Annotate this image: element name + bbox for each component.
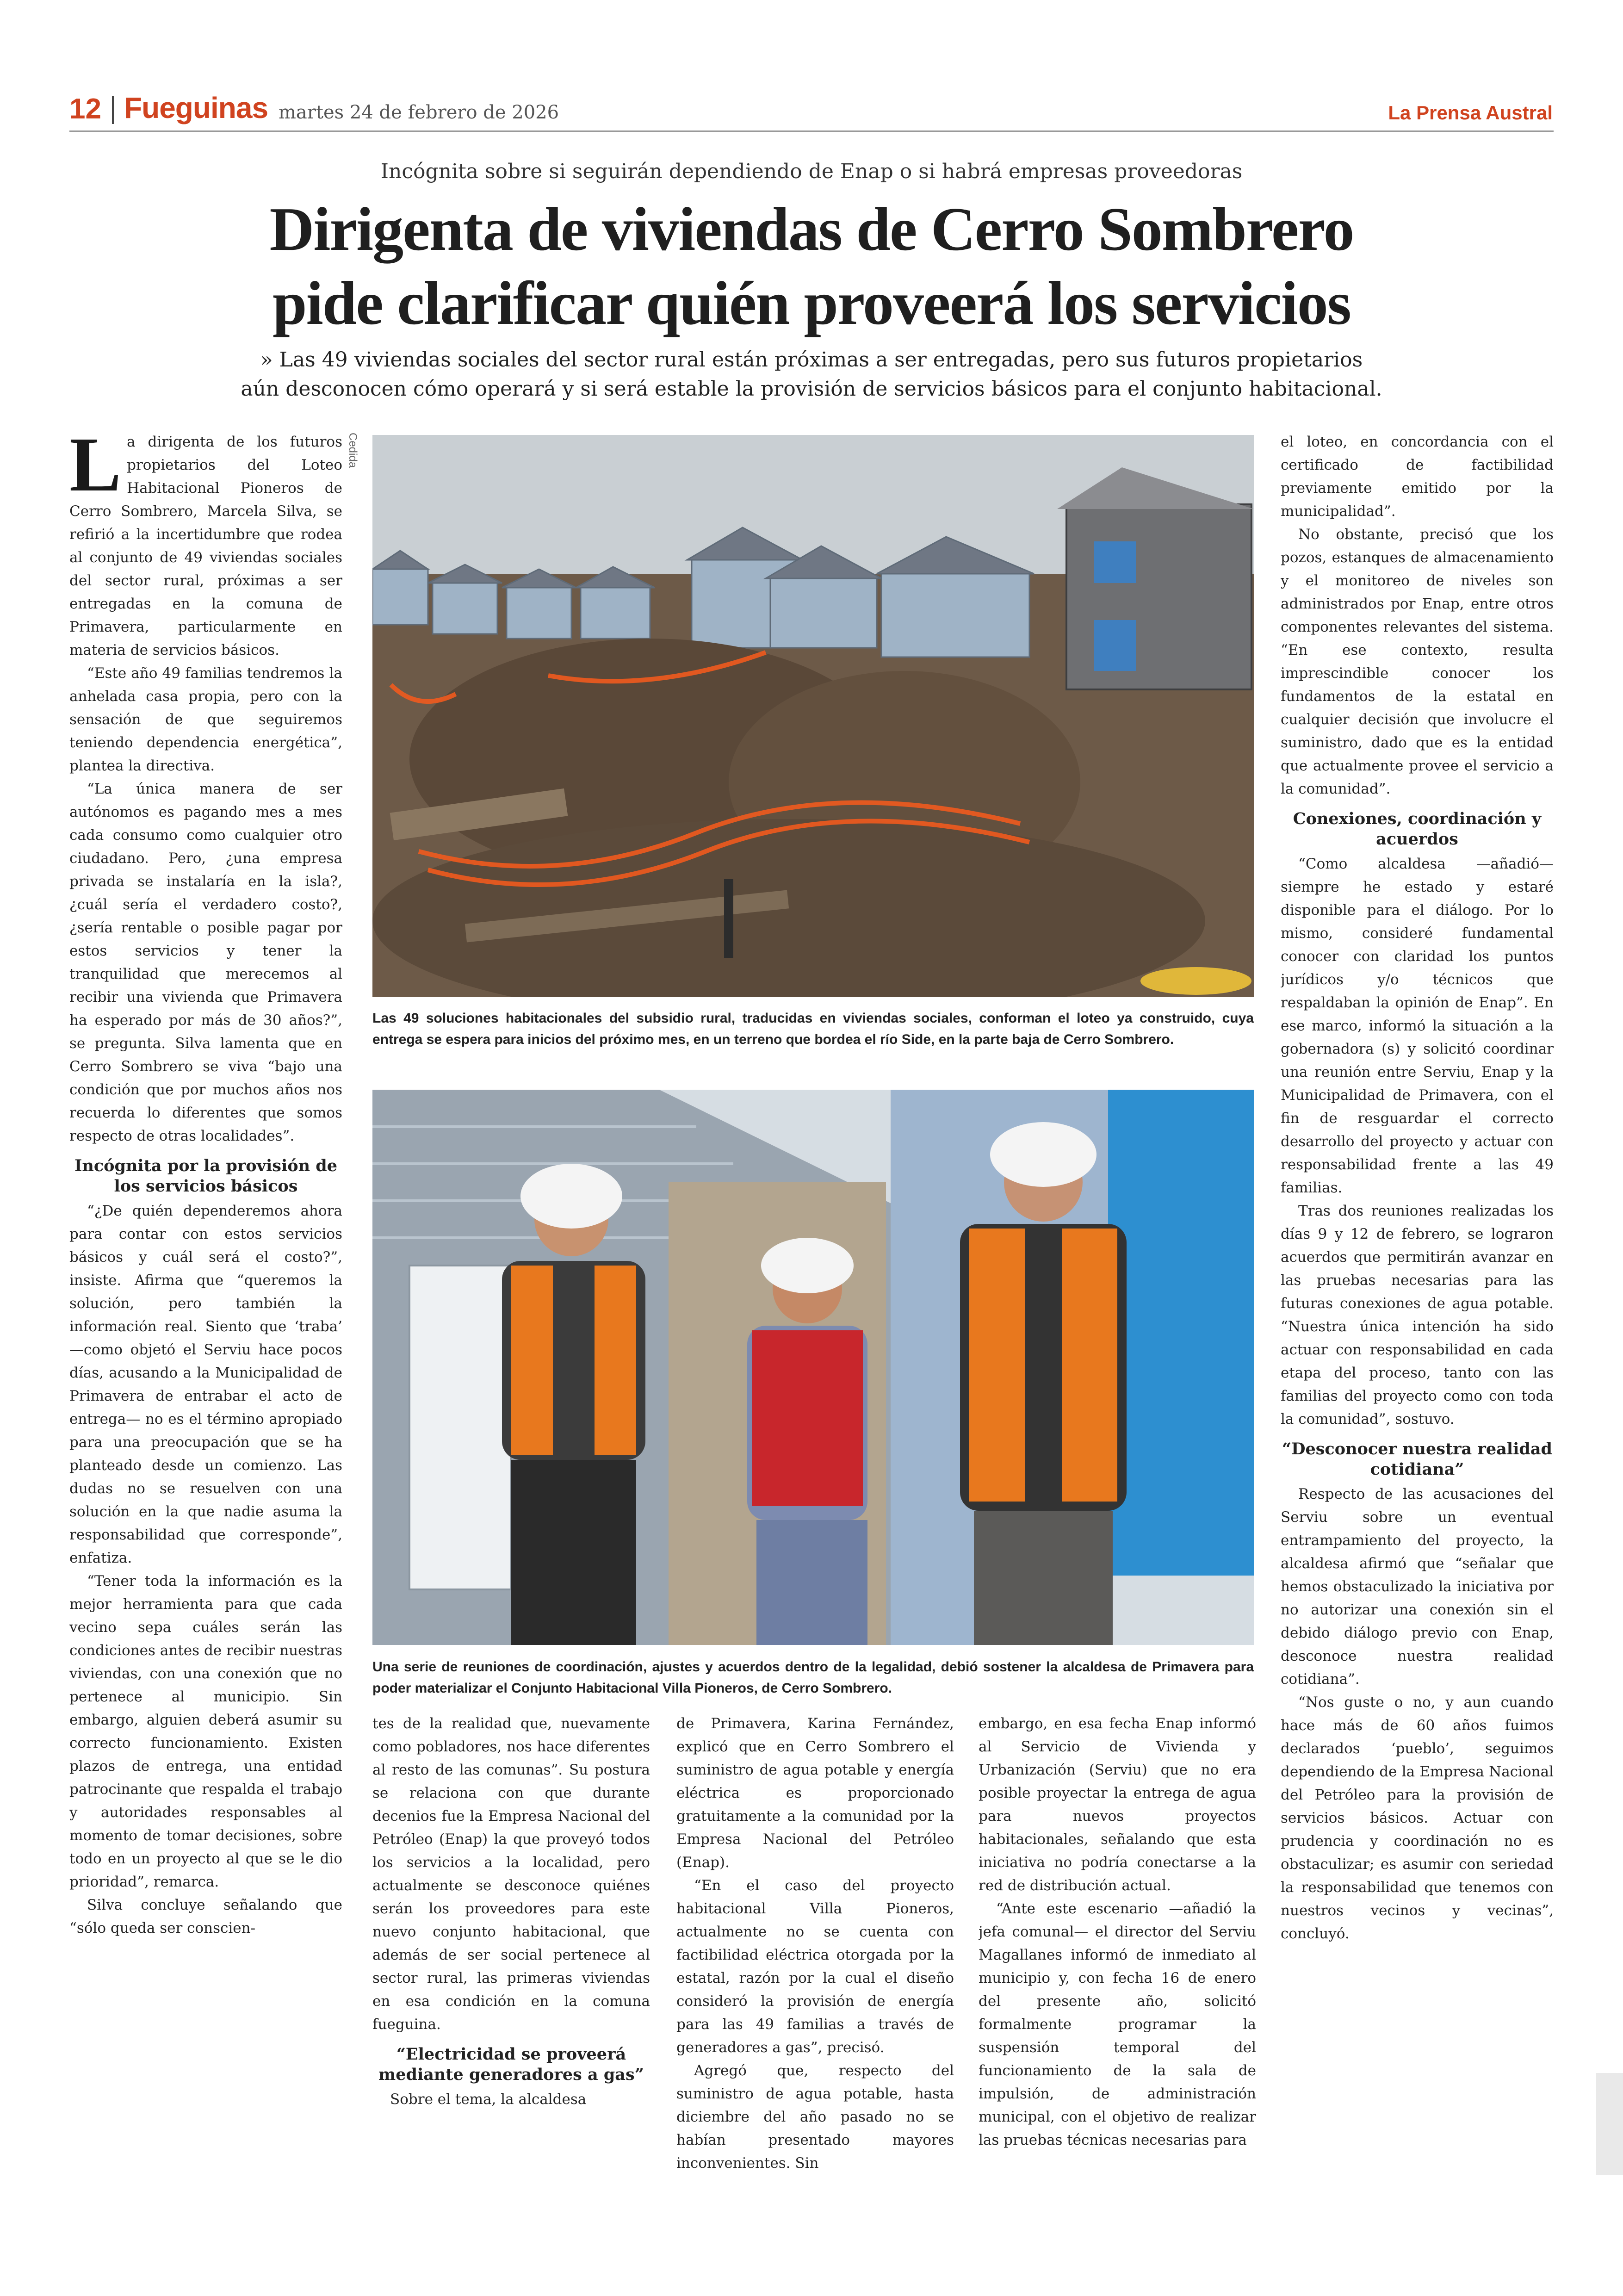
housing-illustration <box>372 435 1254 997</box>
article-column-2 <box>372 1712 650 2226</box>
subheading: “Desconocer nuestra realidad cotidiana” <box>1282 1440 1553 1479</box>
deck-line-1: » Las 49 viviendas sociales del sector rural están próximas a ser entregadas, pero sus futuros propietarios <box>260 348 1363 372</box>
article-column-3 <box>676 1712 954 2226</box>
body-paragraph: “Tener toda la información es la mejor herramienta para que cada vecino sepa cuáles serán las condiciones antes de recibir nuestras viviendas, con una conexión que no pertenece al municipio. Sin embargo, alguien deberá asumir su correcto funcionamiento. Existen plazos de entrega, una entidad patrocinante que respalda el trabajo y autoridades responsables al momento de tomar decisiones, sobre todo en un proyecto al que se le dio prioridad”, remarca. <box>69 1573 342 1890</box>
body-paragraph: “La única manera de ser autónomos es pagando mes a mes cada consumo como cualquier otro ciudadano. Pero, ¿una empresa privada se instalaría en la isla?, ¿cuál sería el verdadero costo?, ¿sería rentable o posible pagar por estos servicios y tener la tranquilidad que merecemos al recibir una vivienda que Primavera ha esperado por más de 30 años?”, se pregunta. Silva lamenta que en Cerro Sombrero se viva “bajo una condición que por muchos años nos recuerda lo diferentes que somos respecto de otras localidades”. <box>69 781 342 1144</box>
page-number: 12 <box>69 93 101 125</box>
body-paragraph: “Nos guste o no, y aun cuando hace más de 60 años fuimos declarados ‘pueblo’, seguimos dependiendo de la Empresa Nacional del Petróleo para la provisión de servicios básicos. Actuar con prudencia y coordinación no es obstaculizar; es asumir con seriedad la responsabilidad que tenemos con nuestros vecinos y vecinas”, concluyó. <box>1281 1694 1554 1942</box>
kicker: Incógnita sobre si seguirán dependiendo de Enap o si habrá empresas proveedoras <box>380 160 1243 183</box>
article-column-4 <box>979 1712 1256 2226</box>
header-separator <box>112 96 114 124</box>
newspaper-name: La Prensa Austral <box>1388 102 1553 124</box>
article-column-5 <box>1281 430 1554 2226</box>
header-rule <box>69 130 1554 132</box>
photo-meeting <box>372 1090 1254 1645</box>
deck-line-2: aún desconocen cómo operará y si será estable la provisión de servicios básicos para el conjunto habitacional. <box>241 377 1382 401</box>
body-paragraph: “Como alcaldesa —añadió— siempre he estado y estaré disponible para el diálogo. Por lo mismo, consideré fundamental conocer con claridad los puntos jurídicos y/o técnicos que respaldaban la opinión de Enap”. En ese marco, informó la situación a la gobernadora (s) y solicitó coordinar una reunión entre Serviu, Enap y la Municipalidad de Primavera, con el fin de resguardar el correcto desarrollo del proyecto y actuar con responsabilidad frente a las 49 familias. <box>1281 856 1554 1196</box>
subheading: Conexiones, coordinación y acuerdos <box>1293 809 1542 849</box>
article-column-1 <box>69 430 342 2226</box>
edge-tab <box>1596 2073 1623 2175</box>
photo-caption: Una serie de reuniones de coordinación, ajustes y acuerdos dentro de la legalidad, debió sostener la alcaldesa de Primavera para poder materializar el Conjunto Habitacional Villa Pioneros, de Cerro Sombrero. <box>372 1659 1254 1696</box>
subheading: “Electricidad se proveerá mediante generadores a gas” <box>378 2045 644 2084</box>
body-paragraph <box>69 430 342 662</box>
body-paragraph: Tras dos reuniones realizadas los días 9 y 12 de febrero, se lograron acuerdos que permitirán avanzar en las pruebas necesarias para las futuras conexiones de agua potable. “Nuestra única intención ha sido actuar con responsabilidad en cada etapa del proceso, tanto con las familias del proyecto como con toda la comunidad”, sostuvo. <box>1281 1203 1554 1427</box>
meeting-illustration <box>372 1090 1254 1645</box>
section-name: Fueguinas <box>124 91 268 124</box>
issue-date: martes 24 de febrero de 2026 <box>279 102 559 123</box>
body-paragraph: de Primavera, Karina Fernández, explicó que en Cerro Sombrero el suministro de agua potable y energía eléctrica es proporcionado gratuitamente a la comunidad por la Empresa Nacional del Petróleo (Enap). <box>676 1715 954 1871</box>
body-paragraph: embargo, en esa fecha Enap informó al Servicio de Vivienda y Urbanización (Serviu) que no era posible proyectar la entrega de agua para nuevos proyectos habitacionales, señalando que esta iniciativa no podría conectarse a la red de distribución actual. <box>979 1715 1256 1894</box>
body-paragraph: el loteo, en concordancia con el certificado de factibilidad previamente emitido por la municipalidad”. <box>1281 434 1554 520</box>
body-paragraph: No obstante, precisó que los pozos, estanques de almacenamiento y el monitoreo de niveles son administrados por Enap, entre otros componentes relevantes del sistema. “En ese contexto, resulta imprescindible conocer los fundamentos de la estatal en cualquier decisión que involucre el suministro, dado que es la entidad que actualmente provee el servicio a la comunidad”. <box>1281 526 1554 797</box>
drop-cap: L <box>69 430 122 508</box>
body-paragraph: “Este año 49 familias tendremos la anhelada casa propia, pero con la sensación de que seguiremos teniendo dependencia energética”, plantea la directiva. <box>69 665 342 774</box>
body-paragraph: Respecto de las acusaciones del Serviu sobre un eventual entrampamiento del proyecto, la alcaldesa afirmó que “señalar que hemos obstaculizado la iniciativa por no autorizar una conexión sin el debido diálogo previo con Enap, desconoce nuestra realidad cotidiana”. <box>1281 1486 1554 1688</box>
photo-credit: Cedida <box>347 433 359 468</box>
body-paragraph: “¿De quién dependeremos ahora para contar con estos servicios básicos y cuál será el costo?”, insiste. Afirma que “queremos la solución, pero también la información real. Siento que ‘traba’ —como objetó el Serviu hace pocos días, acusando a la Municipalidad de Primavera de entrabar el acto de entrega— no es el término apropiado para una preocupación que se ha planteado desde un comienzo. Las dudas no se resuelven con una solución en la que nadie asuma la responsabilidad que corresponde”, enfatiza. <box>69 1203 342 1566</box>
body-paragraph: “En el caso del proyecto habitacional Villa Pioneros, actualmente no se cuenta con factibilidad eléctrica otorgada por la estatal, razón por la cual el diseño consideró la provisión de energía para las 49 familias a través de generadores a gas”, precisó. <box>676 1877 954 2056</box>
photo-caption: Las 49 soluciones habitacionales del subsidio rural, traducidas en viviendas sociales, conforman el loteo ya construido, cuya entrega se espera para inicios del próximo mes, en un terreno que bordea el río Side, en la parte baja de Cerro Sombrero. <box>372 1011 1254 1047</box>
body-paragraph: Agregó que, respecto del suministro de agua potable, hasta diciembre del año pasado no se habían presentado mayores inconvenientes. Sin <box>676 2062 954 2172</box>
body-paragraph: tes de la realidad que, nuevamente como pobladores, nos hace diferentes al resto de las comunas”. Su postura se relaciona con que durante decenios fue la Empresa Nacional del Petróleo (Enap) la que proveyó todos los servicios a la localidad, pero actualmente se desconoce quiénes serán los proveedores para este nuevo conjunto habitacional, que además de ser social pertenece al sector rural, las primeras viviendas en esa condición en la comuna fueguina. <box>372 1715 650 2033</box>
body-paragraph: Silva concluye señalando que “sólo queda ser conscien- <box>69 1897 342 1936</box>
paragraph-text: a dirigenta de los futuros propietarios del Loteo Habitacional Pioneros de Cerro Sombrero, Marcela Silva, se refirió a la incertidumbre que rodea al conjunto de 49 viviendas sociales del sector rural, próximas a ser entregadas en la comuna de Primavera, particularmente en materia de servicios básicos. <box>69 434 342 658</box>
photo-housing-project <box>372 435 1254 997</box>
subheading: Incógnita por la provisión de los servicios básicos <box>74 1156 337 1196</box>
body-paragraph: Sobre el tema, la alcaldesa <box>390 2091 587 2108</box>
headline-line-1: Dirigenta de viviendas de Cerro Sombrero <box>269 195 1354 263</box>
headline-line-2: pide clarificar quién proveerá los servicios <box>273 269 1350 337</box>
body-paragraph: “Ante este escenario —añadió la jefa comunal— el director del Serviu Magallanes informó de inmediato al municipio y, con fecha 16 de enero del presente año, solicitó formalmente programar la suspensión temporal del funcionamiento de la sala de impulsión, de administración municipal, con el objetivo de realizar las pruebas técnicas necesarias para <box>979 1900 1256 2148</box>
